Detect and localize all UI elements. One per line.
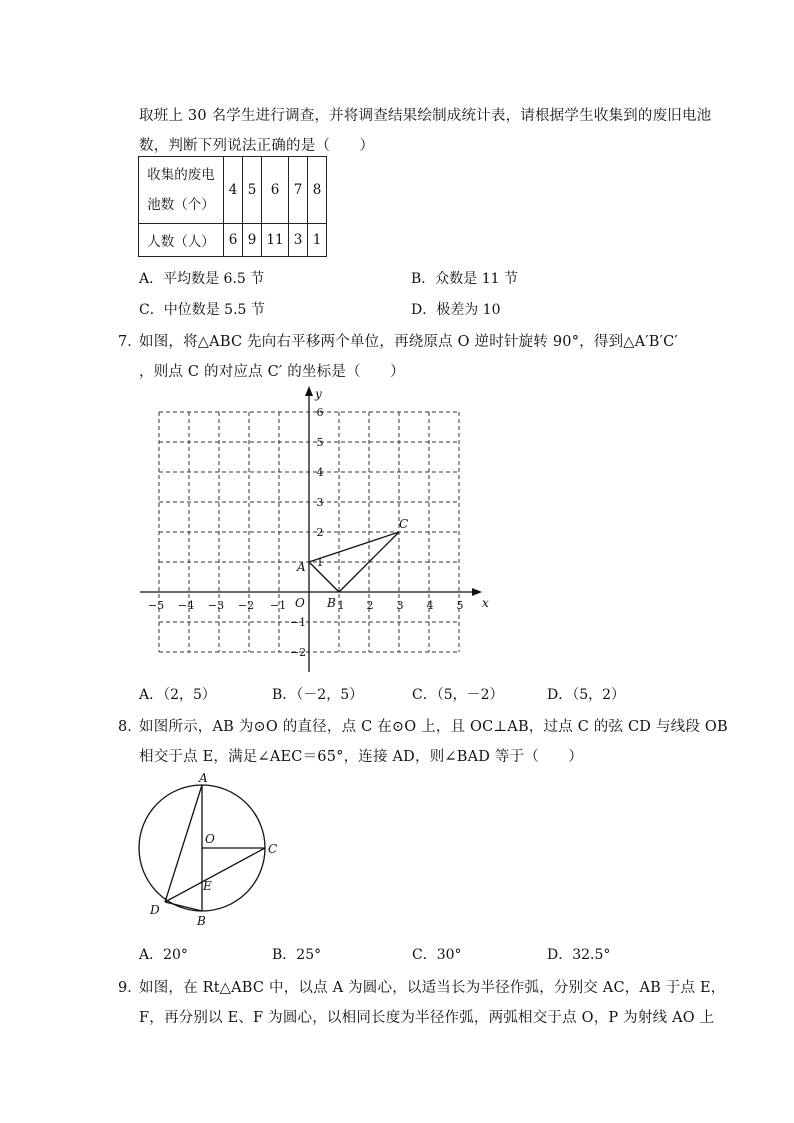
x-tick-label: −1 (269, 599, 287, 612)
y-axis-label: y (315, 387, 322, 401)
point-label-d: D (150, 903, 160, 917)
x-tick-label: 1 (337, 599, 345, 612)
q7-option-a[interactable]: A．（2，5） (139, 687, 216, 703)
table-cell: 11 (262, 224, 289, 257)
q8-text-line2: 相交于点 E，满足∠AEC＝65°，连接 AD，则∠BAD 等于（ ） (139, 749, 584, 765)
point-label-a: A (297, 560, 306, 574)
q7-option-b[interactable]: B．（－2，5） (272, 687, 364, 703)
table-row (139, 157, 327, 224)
q6-option-a[interactable]: A．平均数是 6.5 节 (139, 271, 265, 287)
q8-number: 8． (118, 719, 142, 735)
x-axis-label: x (482, 596, 489, 610)
x-tick-label: 5 (456, 599, 464, 612)
q8-option-b[interactable]: B．25° (272, 947, 322, 963)
q8-option-d[interactable]: D．32.5° (547, 947, 611, 963)
q7-text-line2: ，则点 C 的对应点 C′ 的坐标是（ ） (139, 364, 405, 380)
point-label-c: C (268, 842, 278, 856)
q7-number: 7． (118, 334, 142, 350)
y-tick-label: −1 (289, 616, 307, 629)
q7-option-c[interactable]: C．（5，－2） (412, 687, 504, 703)
x-tick-label: 3 (396, 599, 404, 612)
q6-option-d[interactable]: D．极差为 10 (411, 302, 501, 318)
y-tick-label: 1 (316, 556, 324, 569)
table-cell: 6 (262, 157, 289, 224)
y-tick-label: −2 (289, 646, 307, 659)
table-cell: 6 (224, 224, 243, 257)
q6-option-b[interactable]: B．众数是 11 节 (411, 271, 519, 287)
x-axis-arrow (472, 588, 482, 596)
origin-label: O (295, 596, 305, 610)
stats-table (138, 156, 327, 257)
point-label-o: O (205, 832, 215, 846)
table-cell: 1 (308, 224, 327, 257)
x-tick-label: −2 (237, 599, 255, 612)
x-tick-label: 2 (366, 599, 374, 612)
q9-text-line2: F，再分别以 E、F 为圆心，以相同长度为半径作弧，两弧相交于点 O，P 为射线 AO 上 (139, 1010, 715, 1026)
point-label-b: B (197, 914, 206, 928)
x-tick-label: −3 (207, 599, 225, 612)
table-cell: 3 (289, 224, 308, 257)
y-axis-arrow (305, 386, 313, 396)
x-tick-label: 4 (426, 599, 434, 612)
q8-option-a[interactable]: A．20° (139, 947, 188, 963)
x-tick-label: −4 (177, 599, 195, 612)
y-tick-label: 6 (316, 406, 324, 419)
table-cell: 9 (243, 224, 262, 257)
table-header-battery-count: 收集的废电池数（个） (139, 157, 224, 224)
q7-option-d[interactable]: D．（5，2） (547, 687, 626, 703)
x-tick-label: −5 (147, 599, 165, 612)
q6-option-c[interactable]: C．中位数是 5.5 节 (139, 302, 265, 318)
point-label-a: A (199, 771, 208, 785)
q6-text-line2: 数，判断下列说法正确的是（ ） (139, 138, 375, 154)
circle-figure (139, 785, 265, 911)
y-tick-label: 2 (316, 526, 324, 539)
table-header-people: 人数（人） (139, 224, 224, 257)
table-row (139, 224, 327, 257)
table-cell: 4 (224, 157, 243, 224)
point-label-c: C (399, 517, 409, 531)
q6-text-line1: 取班上 30 名学生进行调查，并将调查结果绘制成统计表，请根据学生收集到的废旧电池 (139, 108, 712, 124)
table-cell: 5 (243, 157, 262, 224)
y-tick-label: 4 (316, 466, 324, 479)
point-label-b: B (327, 596, 336, 610)
table-cell: 8 (308, 157, 327, 224)
q7-text-line1: 如图，将△ABC 先向右平移两个单位，再绕原点 O 逆时针旋转 90°，得到△A′B′C′ (139, 334, 678, 350)
q8-option-c[interactable]: C．30° (412, 947, 462, 963)
q9-text-line1: 如图，在 Rt△ABC 中，以点 A 为圆心，以适当长为半径作弧，分别交 AC，AB 于点 E， (139, 980, 726, 996)
y-tick-label: 5 (316, 436, 324, 449)
point-label-e: E (203, 879, 212, 893)
q8-text-line1: 如图所示，AB 为⊙O 的直径，点 C 在⊙O 上，且 OC⊥AB，过点 C 的弦 CD 与线段 OB (139, 719, 728, 735)
y-tick-label: 3 (316, 496, 324, 509)
q9-number: 9． (118, 980, 142, 996)
table-cell: 7 (289, 157, 308, 224)
